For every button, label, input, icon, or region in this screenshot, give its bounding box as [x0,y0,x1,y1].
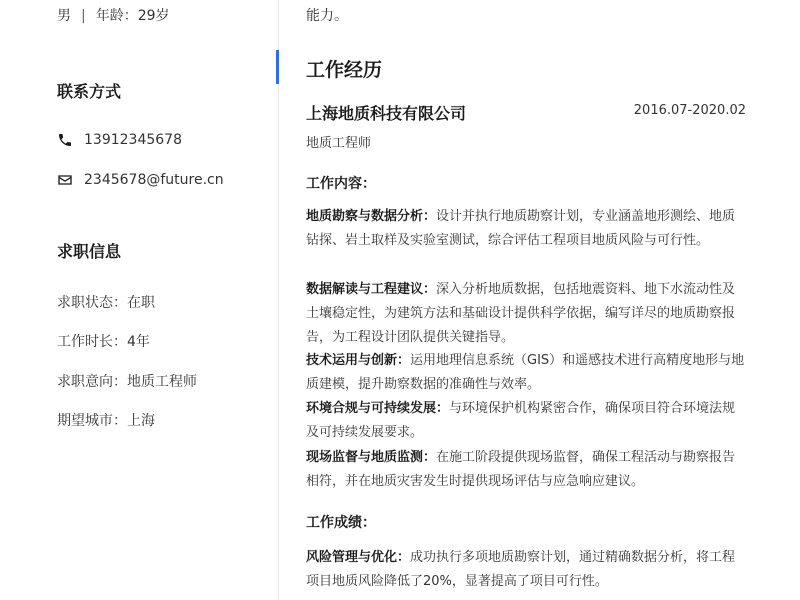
basic-separator: | [81,8,86,24]
phone-row[interactable] [57,132,182,148]
employment-period: 2016.07-2020.02 [633,103,746,118]
work-experience-title: 工作经历 [306,59,383,81]
content-item-label: 环境合规与可持续发展： [306,401,450,416]
phone-icon [57,132,73,148]
job-info-section-title: 求职信息 [57,242,122,261]
content-item-text: 与环境保护机构紧密合作，确保项目符合环境法规及可持续发展要求。 [306,401,736,440]
job-status: 求职状态：在职 [57,295,155,311]
achievement-item-text: 成功执行多项地质勘察计划，通过精确数据分析，将工程项目地质风险降低了20%，显著提高了项目可行性。 [306,550,736,589]
content-item-label: 技术运用与创新： [306,353,411,368]
content-item [306,397,746,445]
job-position: 地质工程师 [306,136,372,151]
gender-text: 男 [57,8,71,24]
content-item-label: 现场监督与地质监测： [306,450,437,465]
expected-city: 期望城市：上海 [57,413,155,429]
achievement-title: 工作成绩： [306,515,376,531]
section-accent-bar [276,50,279,84]
work-duration: 工作时长：4年 [57,334,150,350]
content-item [306,446,746,494]
email-address: 2345678@future.cn [84,172,224,188]
column-divider [278,0,279,600]
content-item-label: 地质勘察与数据分析： [306,209,437,224]
content-item-text: 在施工阶段提供现场监督，确保工程活动与勘察报告相符，并在地质灾害发生时提供现场评估与应急响应建议。 [306,450,736,489]
job-intention: 求职意向：地质工程师 [57,374,197,390]
mail-icon [57,172,73,188]
content-item [306,278,746,350]
achievement-item-label: 风险管理与优化： [306,550,411,565]
sidebar [0,0,278,600]
work-content-title: 工作内容： [306,176,376,192]
content-item [306,205,746,253]
email-row[interactable] [57,172,224,188]
content-item-text: 深入分析地质数据，包括地震资料、地下水流动性及土壤稳定性，为建筑方法和基础设计提供科学依据，编写详尽的地质勘察报告，为工程设计团队提供关键指导。 [306,282,736,345]
company-name: 上海地质科技有限公司 [306,104,467,123]
contact-section-title: 联系方式 [57,82,122,101]
phone-number: 13912345678 [84,132,182,148]
achievement-item [306,546,746,594]
basic-info-line [57,5,170,25]
previous-section-tail: 能力。 [306,8,348,24]
content-item [306,349,746,397]
content-item-label: 数据解读与工程建议： [306,282,437,297]
content-item-text: 运用地理信息系统（GIS）和遥感技术进行高精度地形与地质建模，提升勘察数据的准确性与效率。 [306,353,745,392]
age-text: 年龄：29岁 [95,8,170,24]
content-item-text: 设计并执行地质勘察计划，专业涵盖地形测绘、地质钻探、岩土取样及实验室测试，综合评估工程项目地质风险与可行性。 [306,209,736,248]
